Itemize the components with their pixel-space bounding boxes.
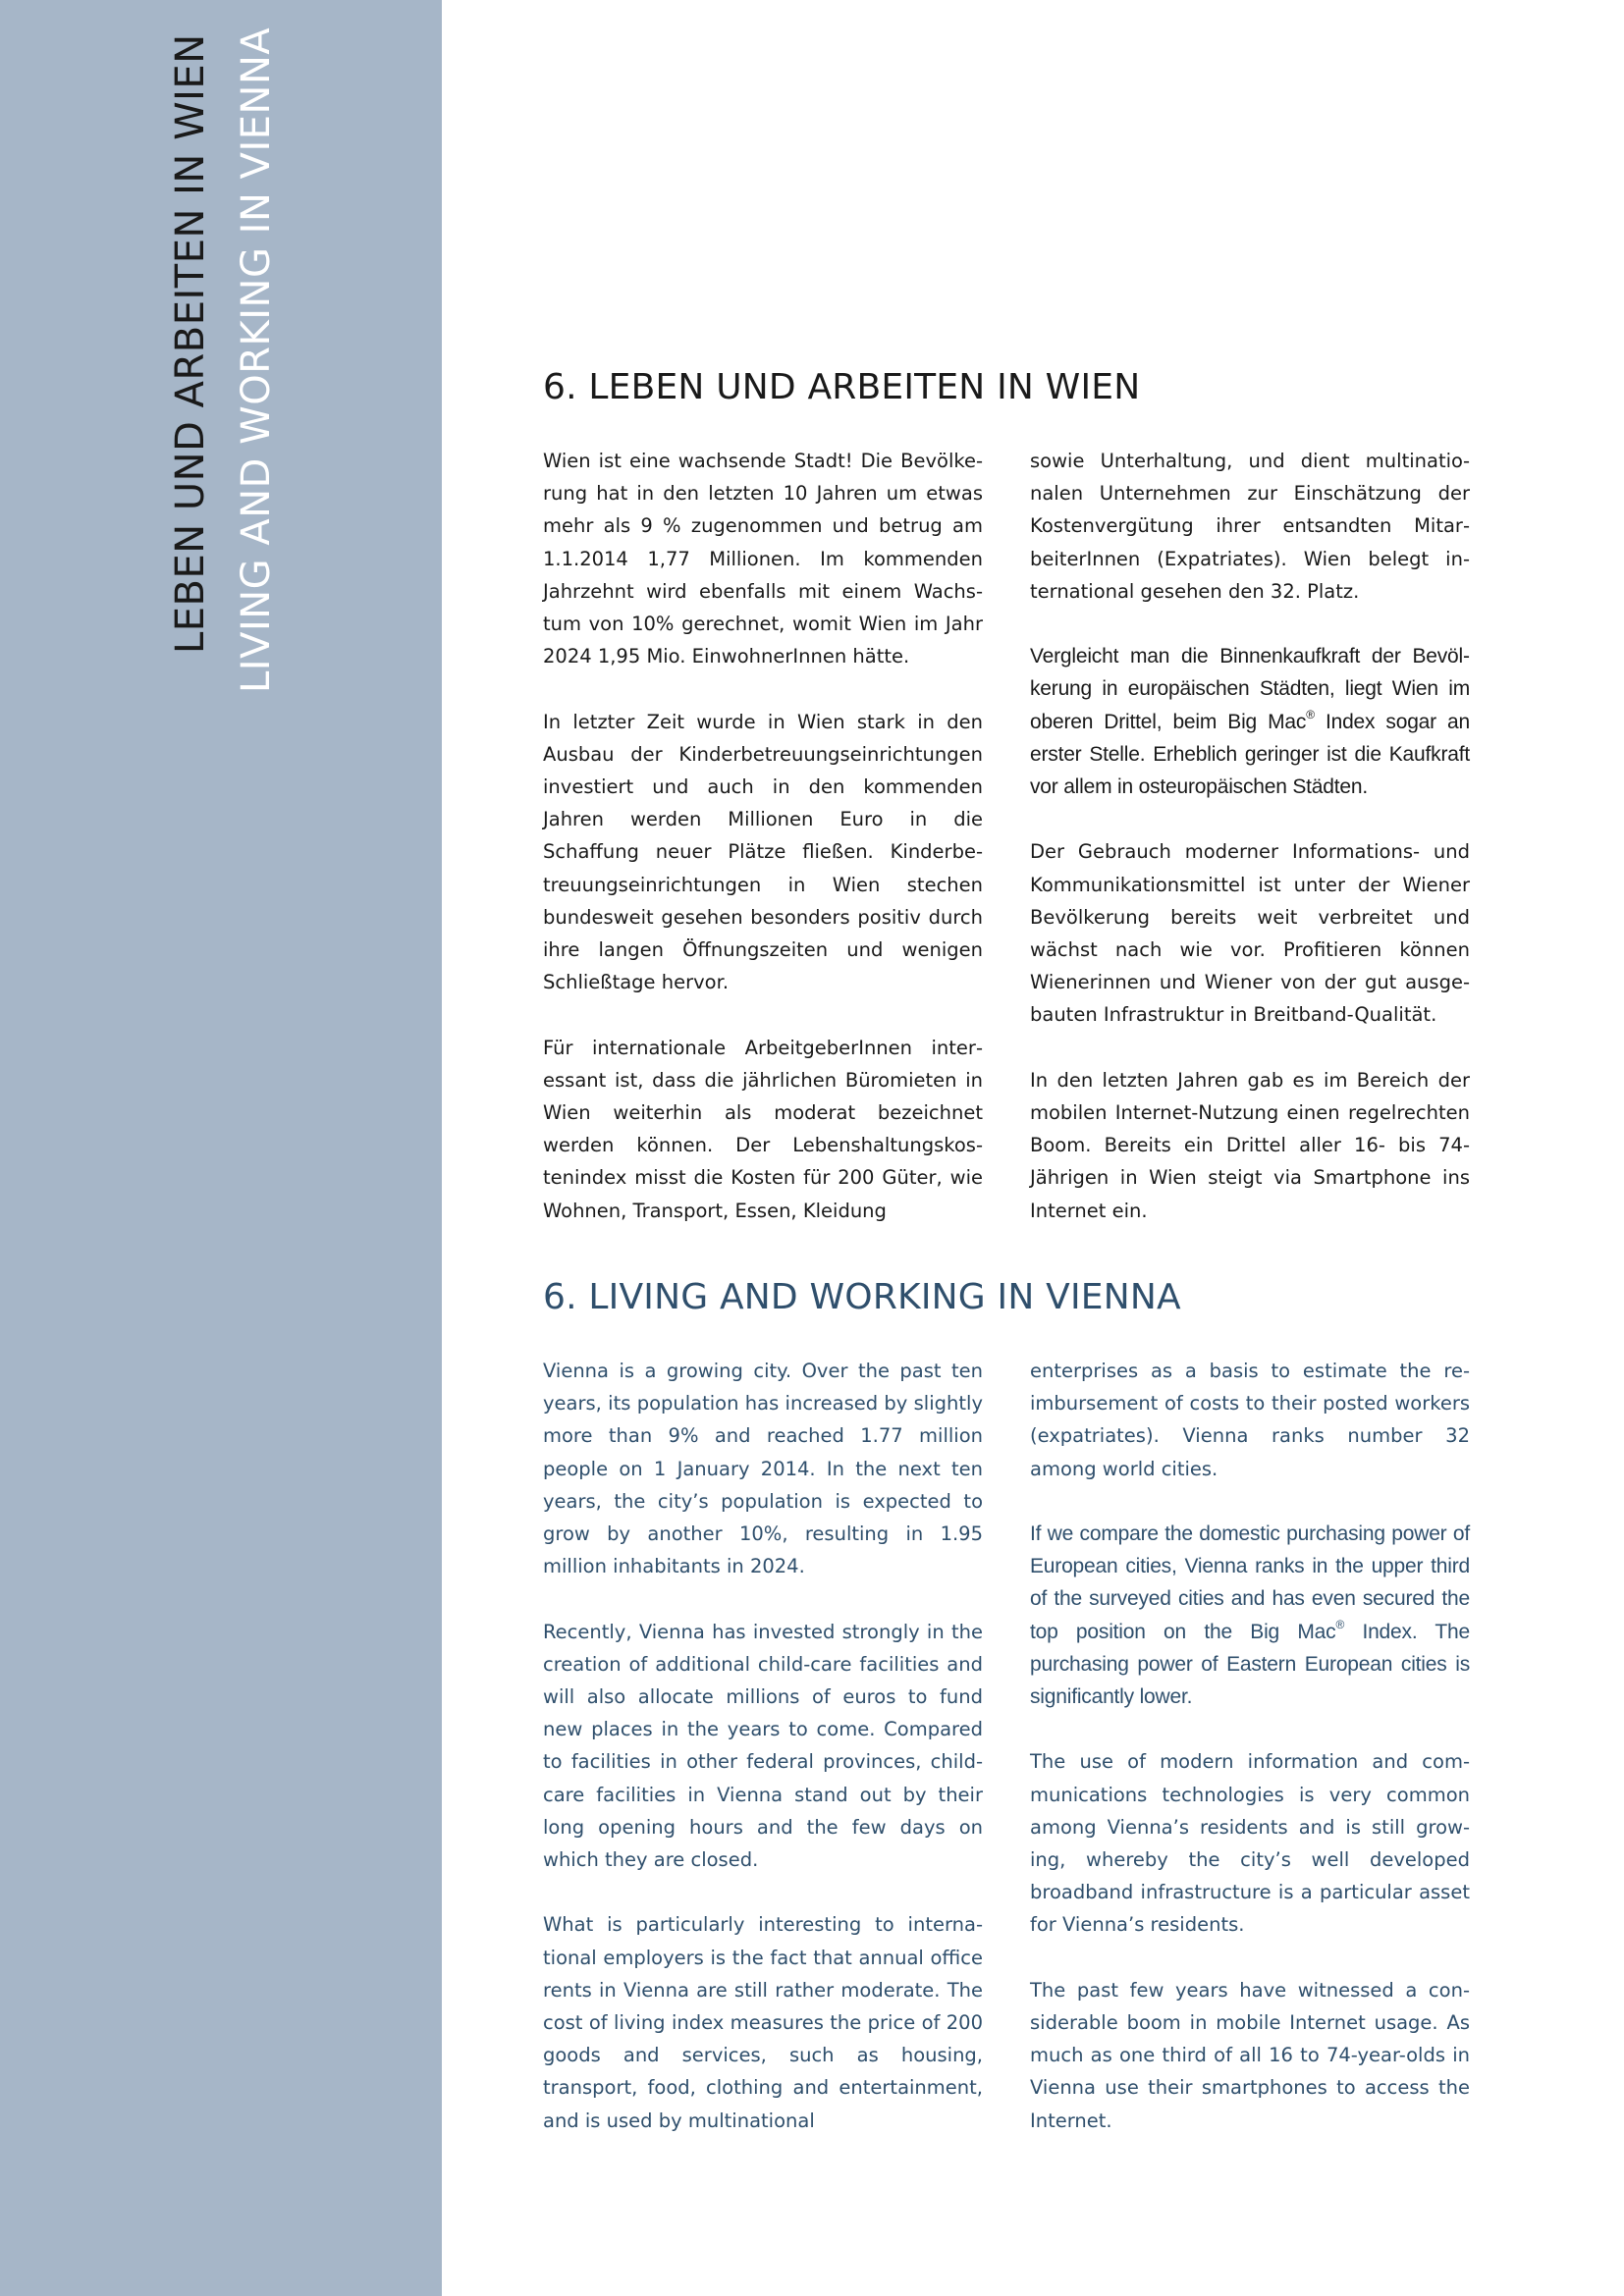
german-section-heading: 6. LEBEN UND ARBEITEN IN WIEN [543, 367, 1141, 407]
paragraph: What is particularly interesting to international employers is the fact that annual office rents in Vienna are still rather moderate. The cost of living index measures the price of 200 goods and services, such as housing, transport, food, clothing and entertainment, and is used by multinational [543, 1913, 983, 2132]
paragraph: Für internationale ArbeitgeberInnen interessant ist, dass die jährlichen Büromieten in Wien weiterhin als moderat bezeichnet werden können. Der Lebenshaltungskostenindex misst die Kosten für 200 Güter, wie Wohnen, Transport, Essen, Kleidung [543, 1036, 983, 1222]
paragraph: In letzter Zeit wurde in Wien stark in den Ausbau der Kinderbetreuungseinrichtungen investiert und auch in den kommenden Jahren werden Millionen Euro in die Schaffung neuer Plätze fließen. Kinderbetreuungseinrichtungen in Wien stechen bundesweit gesehen besonders positiv durch ihre langen Öffnungszeiten und wenigen Schließtage hervor. [543, 710, 983, 994]
paragraph: The past few years have witnessed a considerable boom in mobile Internet usage. As much as one third of all 16 to 74-year-olds in Vienna use their smartphones to access the Internet. [1030, 1978, 1470, 2132]
paragraph: sowie Unterhaltung, und dient multinationalen Unternehmen zur Einschätzung der Kostenvergütung ihrer entsandten MitarbeiterInnen (Expatriates). Wien belegt international gesehen den 32. Platz. [1030, 450, 1470, 603]
paragraph: enterprises as a basis to estimate the reimbursement of costs to their posted workers (expatriates). Vienna ranks number 32 among world cities. [1030, 1360, 1470, 1480]
sidebar-band [0, 0, 442, 2296]
english-left-column [543, 1355, 983, 2137]
paragraph-text: If we compare the domestic purchasing power of European cities, Vienna ranks in the upper third of the surveyed cities and has even secured the top position on the Big Mac [1030, 1522, 1470, 1643]
paragraph: Vienna is a growing city. Over the past ten years, its population has increased by slightly more than 9% and reached 1.77 million people on 1 January 2014. In the next ten years, the city’s population is expected to grow by another 10%, resulting in 1.95 million inhabitants in 2024. [543, 1360, 983, 1578]
paragraph: In den letzten Jahren gab es im Bereich der mobilen Internet-Nutzung einen regelrechten Boom. Bereits ein Drittel aller 16- bis 74-Jährigen in Wien steigt via Smartphone ins Internet ein. [1030, 1068, 1470, 1222]
paragraph-text: Index. The purchasing power of Eastern European cities is significantly lower. [1030, 1620, 1470, 1709]
paragraph: Der Gebrauch moderner Informations- und Kommunikationsmittel ist unter der Wiener Bevölkerung bereits weit verbreitet und wächst nach wie vor. Profitieren können Wienerinnen und Wiener von der gut ausgebauten Infrastruktur in Breitband-Qualität. [1030, 840, 1470, 1027]
paragraph-text: Vergleicht man die Binnenkaufkraft der Bevölkerung in europäischen Städten, liegt Wien im oberen Drittel, beim Big Mac [1030, 645, 1470, 733]
paragraph: Wien ist eine wachsende Stadt! Die Bevölkerung hat in den letzten 10 Jahren um etwas mehr als 9 % zugenommen und betrug am 1.1.2014 1,77 Millionen. Im kommenden Jahrzehnt wird ebenfalls mit einem Wachstum von 10% gerechnet, womit Wien im Jahr 2024 1,95 Mio. EinwohnerInnen hätte. [543, 450, 983, 668]
paragraph: Recently, Vienna has invested strongly in the creation of additional child-care facilities and will also allocate millions of euros to fund new places in the years to come. Compared to facilities in other federal provinces, child-care facilities in Vienna stand out by their long opening hours and the few days on which they are closed. [543, 1620, 983, 1872]
sidebar-title-german: LEBEN UND ARBEITEN IN WIEN [168, 33, 213, 654]
paragraph [1030, 640, 1470, 803]
registered-mark: ® [1306, 707, 1315, 721]
paragraph [1030, 1518, 1470, 1713]
english-right-column [1030, 1355, 1470, 2137]
german-right-column [1030, 445, 1470, 1227]
sidebar-title-english: LIVING AND WORKING IN VIENNA [234, 27, 279, 693]
english-section-heading: 6. LIVING AND WORKING IN VIENNA [543, 1277, 1181, 1317]
paragraph-text: Index sogar an erster Stelle. Erheblich geringer ist die Kaufkraft vor allem in osteuropäischen Städten. [1030, 710, 1471, 799]
registered-mark: ® [1335, 1617, 1345, 1631]
paragraph: The use of modern information and communications technologies is very common among Vienna’s residents and is still growing, whereby the city’s well developed broadband infrastructure is a particular asset for Vienna’s residents. [1030, 1750, 1470, 1937]
german-left-column [543, 445, 983, 1227]
